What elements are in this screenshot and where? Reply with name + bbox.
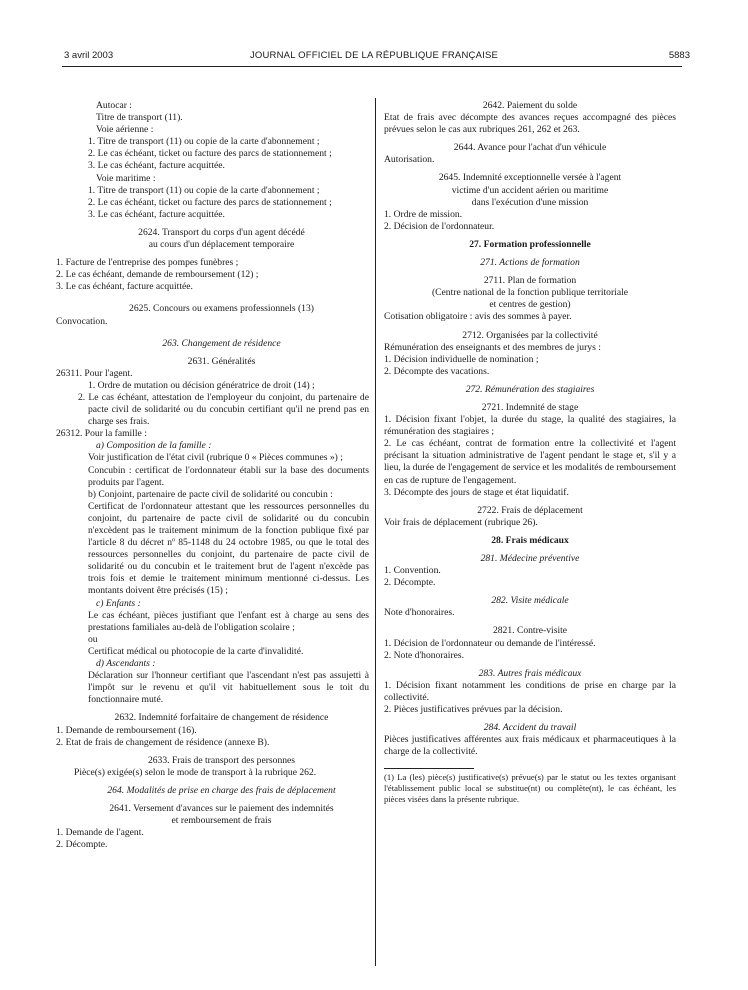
section-heading: [384, 535, 676, 547]
section-heading: 2641. Versement d'avances sur le paiement des indemnités: [109, 802, 334, 814]
section-heading-bold: 27. Formation professionnelle: [469, 238, 591, 250]
text-line: 1. Demande de remboursement (16).: [56, 724, 197, 736]
text-line: 2. Le cas échéant, demande de remboursement (12) ;: [56, 269, 259, 281]
section-heading: 2624. Transport du corps d'un agent décédé: [138, 226, 305, 238]
text-line: 1. Ordre de mutation ou décision génératrice de droit (14) ;: [88, 379, 315, 391]
section-heading: dans l'exécution d'une mission: [471, 196, 589, 208]
text-line: Déclaration sur l'honneur certifiant que l'ascendant n'est pas assujetti à l'impôt sur le revenu et qu'il vit habituellement sous le toit du fonctionnaire muté.: [88, 670, 369, 706]
text-line: 2. Etat de frais de changement de résidence (annexe B).: [56, 736, 270, 748]
section-heading: 2722. Frais de déplacement: [477, 504, 583, 516]
page-header: [0, 50, 748, 64]
text-line: 1. Décision fixant notamment les conditions de prise en charge par la collectivité.: [384, 679, 676, 703]
section-heading: 2644. Avance pour l'achat d'un véhicule: [453, 142, 607, 154]
text-line: 1. Facture de l'entreprise des pompes funèbres ;: [56, 257, 239, 269]
section-heading: victime d'un accident aérien ou maritime: [451, 184, 609, 196]
section-heading: 282. Visite médicale: [491, 595, 569, 607]
section-heading: au cours d'un déplacement temporaire: [148, 239, 295, 251]
section-heading: [384, 239, 676, 251]
section-heading: 272. Rémunération des stagiaires: [465, 383, 595, 395]
text-line: a) Composition de la famille :: [96, 440, 212, 452]
text-line: Voir justification de l'état civil (rubrique 0 « Pièces communes ») ;: [88, 452, 343, 464]
text-line: 3. Le cas échéant, facture acquittée.: [56, 281, 193, 293]
section-heading: 263. Changement de résidence: [162, 337, 281, 349]
text-line: 1. Convention.: [384, 565, 441, 577]
section-heading: 2645. Indemnité exceptionnelle versée à l'agent: [438, 172, 622, 184]
text-line: 3. Décompte des jours de stage et état liquidatif.: [384, 486, 569, 498]
header-journal-title: JOURNAL OFFICIEL DE LA RÉPUBLIQUE FRANÇAISE: [249, 50, 499, 61]
section-heading: et centres de gestion): [489, 299, 571, 311]
text-line: 1. Décision fixant l'objet, la durée du stage, la qualité des stagiaires, la rémunération des stagiaires ;: [384, 414, 676, 438]
left-column: [56, 100, 369, 851]
text-line: Certificat de l'ordonnateur attestant que les ressources personnelles du conjoint, du partenaire de pacte civil de solidarité ou du concubin n'excèdent pas le traitement minimum de la fonction publique fixé par l'article 8 du décret nº 85-1148 du 24 octobre 1985, ou que le total des ressources personnelles du conjoint, du partenaire de pacte civil de solidarité ou du concubin et le traitement brut de l'agent n'excède pas trois fois et demie le traitement minimum mentionné ci-dessus. Les montants doivent être précisés (15) ;: [88, 500, 369, 597]
text-line: Le cas échéant, pièces justifiant que l'enfant est à charge au sens des prestations familiales au-delà de l'obligation scolaire ;: [88, 609, 369, 633]
footnote-rule: [384, 768, 474, 769]
section-heading: 2721. Indemnité de stage: [481, 401, 579, 413]
text-line: 2. Le cas échéant, ticket ou facture des parcs de stationnement ;: [88, 196, 332, 208]
text-line: 1. Titre de transport (11) ou copie de la carte d'abonnement ;: [88, 136, 320, 148]
header-page-number: 5883: [668, 50, 690, 61]
text-line: ou: [88, 633, 98, 645]
section-heading: 2642. Paiement du solde: [482, 100, 578, 111]
text-line: 2. Le cas échéant, attestation de l'employeur du conjoint, du partenaire de pacte civil de solidarité ou du concubin certifiant qu'il ne prend pas en charge ses frais.: [78, 391, 369, 428]
text-line: Autorisation.: [384, 154, 435, 166]
text-line: 1. Décision de l'ordonnateur ou demande de l'intéressé.: [384, 637, 596, 649]
column-divider: [375, 98, 376, 966]
text-line: 2. Décompte.: [384, 577, 436, 589]
section-heading: 281. Médecine préventive: [480, 553, 580, 564]
text-line: Certificat médical ou photocopie de la carte d'invalidité.: [88, 645, 304, 657]
section-heading: (Centre national de la fonction publique territoriale: [431, 287, 629, 299]
text-line: Voie aérienne :: [96, 124, 154, 136]
text-line: Pièce(s) exigée(s) selon le mode de transport à la rubrique 262.: [74, 766, 317, 778]
text-line: 3. Le cas échéant, facture acquittée.: [88, 160, 225, 172]
section-heading: 284. Accident du travail: [483, 722, 577, 734]
text-line: 2. Décompte des vacations.: [384, 365, 490, 377]
section-heading-bold: 28. Frais médicaux: [491, 534, 569, 546]
text-line: 2. Le cas échéant, contrat de formation entre la collectivité et l'agent précisant la situation administrative de l'agent pendant le stage et, s'il y a lieu, la durée de l'engagement de service et les modalités de remboursement en cas de rupture de l'engagement.: [384, 438, 676, 486]
text-line: Convocation.: [56, 315, 108, 327]
text-line: 1. Titre de transport (11) ou copie de la carte d'abonnement ;: [88, 184, 320, 196]
section-heading: 283. Autres frais médicaux: [478, 667, 582, 679]
text-line: Etat de frais avec décompte des avances reçues accompagné des pièces prévues selon le cas aux rubriques 261, 262 et 263.: [384, 112, 676, 136]
text-line: Autocar :: [96, 100, 132, 111]
text-line: Concubin : certificat de l'ordonnateur établi sur la base des documents produits par l'agent.: [88, 464, 369, 488]
text-line: 1. Ordre de mission.: [384, 208, 463, 220]
text-line: c) Enfants :: [96, 597, 141, 609]
text-line: 26312. Pour la famille :: [56, 428, 147, 440]
text-line: 2. Décompte.: [56, 839, 108, 851]
text-line: Voir frais de déplacement (rubrique 26).: [384, 516, 538, 528]
section-heading: 2632. Indemnité forfaitaire de changement de résidence: [114, 712, 329, 724]
text-line: Cotisation obligatoire : avis des sommes à payer.: [384, 311, 572, 323]
section-heading: et remboursement de frais: [171, 815, 272, 827]
header-date: 3 avril 2003: [64, 50, 114, 61]
text-line: 3. Le cas échéant, facture acquittée.: [88, 208, 225, 220]
footnote: (1) La (les) pièce(s) justificative(s) prévue(s) par le statut ou les textes organisant l'établissement public local se substitue(nt) ou complète(nt), le cas échéant, les pièces visées dans la présente rubrique.: [384, 772, 676, 804]
text-line: 1. Demande de l'agent.: [56, 827, 144, 839]
text-line: 26311. Pour l'agent.: [56, 367, 133, 379]
header-rule: [62, 66, 682, 67]
section-heading: 2712. Organisées par la collectivité: [462, 329, 598, 341]
section-heading: 2631. Généralités: [187, 355, 256, 367]
section-heading: 2625. Concours ou examens professionnels (13): [129, 303, 314, 315]
section-heading: 2711. Plan de formation: [483, 275, 577, 287]
text-line: Titre de transport (11).: [96, 112, 183, 124]
section-heading: 271. Actions de formation: [480, 257, 580, 269]
text-line: Pièces justificatives afférentes aux frais médicaux et pharmaceutiques à la charge de la collectivité.: [384, 734, 676, 758]
text-line: b) Conjoint, partenaire de pacte civil de solidarité ou concubin :: [88, 488, 333, 500]
text-line: Note d'honoraires.: [384, 607, 455, 619]
right-column: [384, 100, 676, 804]
section-heading: 264. Modalités de prise en charge des frais de déplacement: [107, 784, 336, 796]
section-heading: 2633. Frais de transport des personnes: [147, 754, 296, 766]
text-line: 2. Le cas échéant, ticket ou facture des parcs de stationnement ;: [88, 148, 332, 160]
text-line: 2. Note d'honoraires.: [384, 649, 465, 661]
text-line: 1. Décision individuelle de nomination ;: [384, 353, 539, 365]
text-line: Rémunération des enseignants et des membres de jurys :: [384, 341, 601, 353]
text-line: 2. Pièces justificatives prévues par la décision.: [384, 704, 563, 716]
text-line: Voie maritime :: [96, 172, 156, 184]
text-line: 2. Décision de l'ordonnateur.: [384, 220, 495, 232]
text-line: d) Ascendants :: [96, 658, 156, 670]
section-heading: 2821. Contre-visite: [492, 625, 568, 637]
